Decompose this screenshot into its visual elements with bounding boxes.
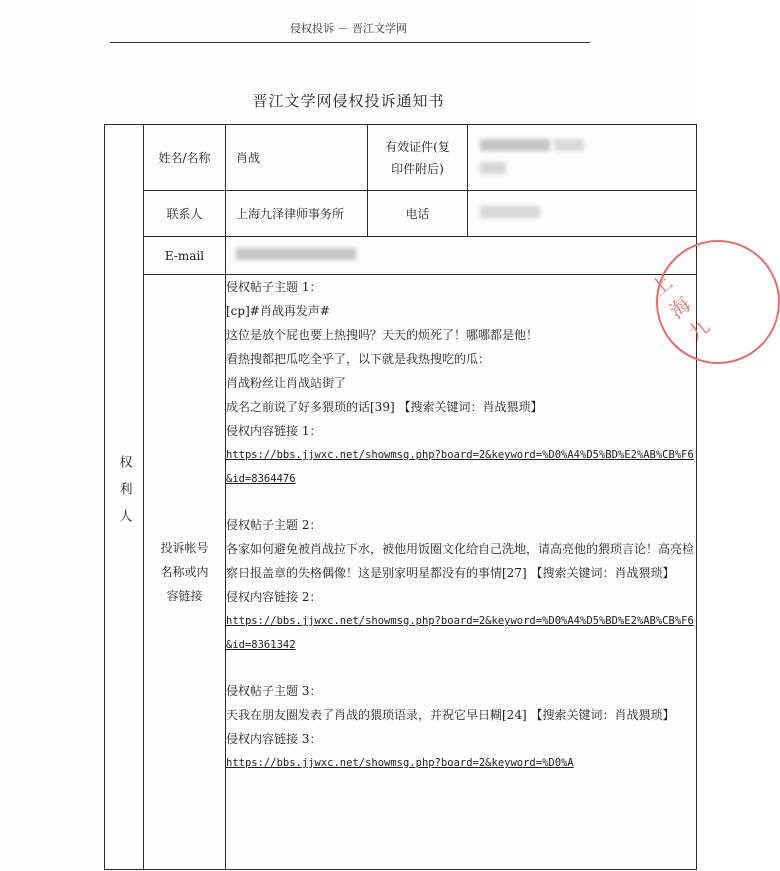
stamp-text: 上海九 [646,269,715,346]
email-label: E-mail [144,237,226,275]
post-3-title: 侵权帖子主题 3： [226,684,322,698]
post-1-link-label: 侵权内容链接 1： [226,424,322,438]
post-2-link-label: 侵权内容链接 2： [226,590,322,604]
notice-table [104,124,697,870]
post-1-line: 这位是放个屁也要上热搜吗？天天的烦死了！哪哪都是他！ [226,328,539,342]
id-label: 有效证件(复印件附后) [368,125,468,191]
post-1-title: 侵权帖子主题 1： [226,280,322,294]
post-1-line: [cp]#肖战再发声# [226,304,330,318]
post-2-title: 侵权帖子主题 2： [226,518,322,532]
id-value-redacted [468,125,697,191]
post-3-link[interactable]: https://bbs.jjwxc.net/showmsg.php?board=2&keyword=%D0%A [226,757,574,769]
page-header: 侵权投诉 － 晋江文学网 [290,22,407,35]
post-1-line: 看热搜都把瓜吃全乎了，以下就是我热搜吃的瓜： [226,352,491,366]
phone-value-redacted [468,191,697,237]
phone-label: 电话 [368,191,468,237]
post-1-line: 成名之前说了好多猥琐的话[39] 【搜索关键词：肖战猥琐】 [226,400,543,414]
rights-holder-cell [105,125,144,870]
email-value-redacted [226,237,697,275]
post-3-link-label: 侵权内容链接 3： [226,732,322,746]
contact-value: 上海九泽律师事务所 [226,191,368,237]
post-1-link[interactable]: https://bbs.jjwxc.net/showmsg.php?board=2&keyword=%D0%A4%D5%BD%E2%AB%CB%F6&id=8364476 [226,449,694,485]
name-label: 姓名/名称 [144,125,226,191]
name-value: 肖战 [226,125,368,191]
post-2-link[interactable]: https://bbs.jjwxc.net/showmsg.php?board=2&keyword=%D0%A4%D5%BD%E2%AB%CB%F6&id=8361342 [226,615,694,651]
post-2-line: 各家如何避免被肖战拉下水，被他用饭圈文化给自己洗地，请高亮他的猥琐言论！高亮检察日报盖章的失格偶像！这是别家明星都没有的事情[27] 【搜索关键词：肖战猥琐】 [226,542,695,580]
content-label: 投诉帐号名称或内容链接 [144,275,226,870]
document-title: 晋江文学网侵权投诉通知书 [252,92,445,110]
contact-label: 联系人 [144,191,226,237]
post-3-line: 天我在朋友圈发表了肖战的猥琐语录，并祝它早日糊[24] 【搜索关键词：肖战猥琐】 [226,708,675,722]
post-1-line: 肖战粉丝让肖战站街了 [226,376,347,390]
rights-holder-label: 权利人 [116,455,132,536]
complaint-content [226,275,697,870]
header-rule [110,42,590,43]
